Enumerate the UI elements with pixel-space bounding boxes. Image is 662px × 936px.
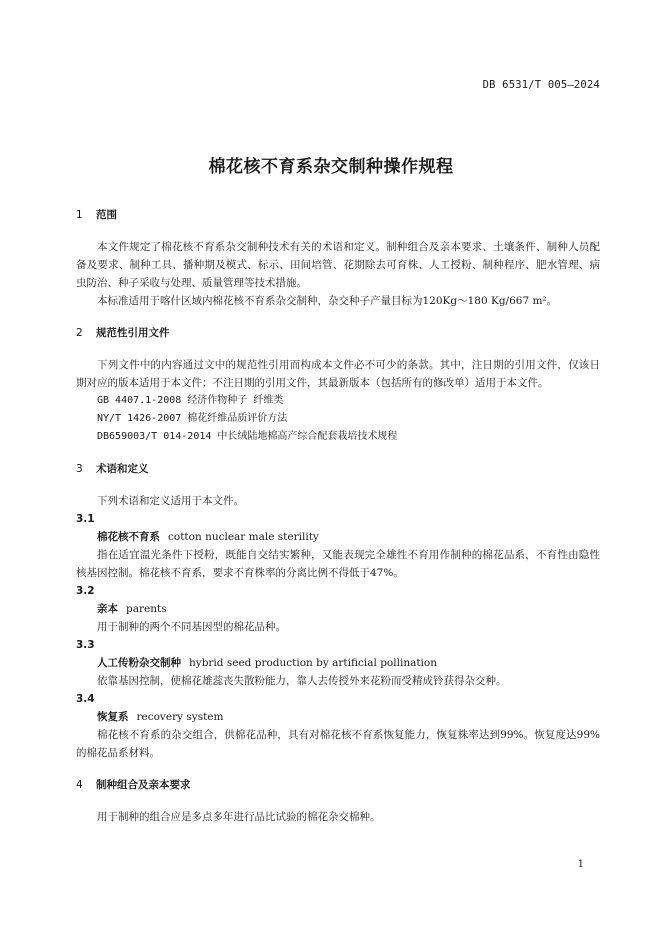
term-number: 3.3 — [76, 639, 95, 651]
section-1-heading — [76, 206, 600, 224]
term-number: 3.1 — [76, 513, 95, 525]
page-number: 1 — [577, 859, 584, 870]
section-4-heading — [76, 776, 600, 794]
term-definition: 用于制种的两个不同基因型的棉花品种。 — [97, 621, 286, 633]
section-number: 2 — [76, 327, 83, 339]
term-chinese-name: 人工传粉杂交制种 — [97, 657, 181, 669]
term-definition: 依靠基因控制，使棉花雄蕊丧失散粉能力，靠人去传授外来花粉而受精成铃获得杂交种。 — [97, 675, 507, 687]
term-title — [76, 600, 600, 618]
term-english-name: recovery system — [136, 711, 224, 723]
term-chinese-name: 亲本 — [97, 603, 118, 615]
section-3-heading — [76, 460, 600, 478]
term-entry — [76, 690, 600, 762]
document-title: 棉花核不育系杂交制种操作规程 — [208, 157, 454, 177]
document-body — [76, 206, 600, 826]
terms-intro-paragraph: 下列术语和定义适用于本文件。 — [97, 495, 244, 507]
section-2-heading — [76, 324, 600, 342]
term-chinese-name: 恢复系 — [97, 711, 129, 723]
section-number: 4 — [76, 779, 83, 791]
combination-paragraph: 用于制种的组合应是多点多年进行品比试验的棉花杂交棉种。 — [97, 811, 381, 823]
term-entry — [76, 510, 600, 582]
term-definition: 棉花核不育系的杂交组合，供棉花品种，具有对棉花核不育系恢复能力，恢复株率达到99%。恢复度达99%的棉花品系材料。 — [76, 729, 600, 759]
term-definition: 指在适宜温光条件下授粉，既能自交结实繁种，又能表现完全雄性不育用作制种的棉花品系，不育性由隐性核基因控制。棉花核不育系，要求不育株率的分离比例不得低于47%。 — [76, 549, 600, 579]
term-title — [76, 708, 600, 726]
section-title: 制种组合及亲本要求 — [96, 779, 191, 791]
term-title — [76, 528, 600, 546]
term-number: 3.2 — [76, 585, 95, 597]
term-english-name: cotton nuclear male sterility — [168, 531, 319, 543]
term-english-name: hybrid seed production by artificial pollination — [189, 657, 438, 669]
term-number: 3.4 — [76, 693, 95, 705]
scope-paragraph-2: 本标准适用于喀什区域内棉花核不育系杂交制种，杂交种子产量目标为120Kg～180 Kg/667 m²。 — [97, 295, 558, 307]
references-intro-paragraph: 下列文件中的内容通过文中的规范性引用而构成本文件必不可少的条款。其中，注日期的引用文件，仅该日期对应的版本适用于本文件；不注日期的引用文件，其最新版本（包括所有的修改单）适用于本文件。 — [76, 359, 600, 389]
reference-item: NY/T 1426-2007 棉花纤维品质评价方法 — [97, 413, 288, 424]
section-number: 1 — [76, 209, 83, 221]
section-title: 术语和定义 — [96, 463, 149, 475]
section-title: 范围 — [96, 209, 117, 221]
term-title — [76, 654, 600, 672]
term-chinese-name: 棉花核不育系 — [97, 531, 160, 543]
section-title: 规范性引用文件 — [96, 327, 170, 339]
reference-item: GB 4407.1-2008 经济作物种子 纤维类 — [97, 395, 284, 406]
scope-paragraph-1: 本文件规定了棉花核不育系杂交制种技术有关的术语和定义。制种组合及亲本要求、土壤条件、制种人员配备及要求、制种工具、播种期及模式、标示、田间培管、花期除去可育株、人工授粉、制种程序、肥水管理、病虫防治、种子采收与处理、质量管理等技术措施。 — [76, 241, 600, 289]
term-entry — [76, 636, 600, 690]
term-entry — [76, 582, 600, 636]
term-english-name: parents — [126, 603, 167, 615]
section-number: 3 — [76, 463, 83, 475]
document-code: DB 6531/T 005—2024 — [482, 79, 600, 91]
reference-item: DB659003/T 014-2014 中长绒陆地棉高产综合配套栽培技术规程 — [97, 431, 398, 442]
